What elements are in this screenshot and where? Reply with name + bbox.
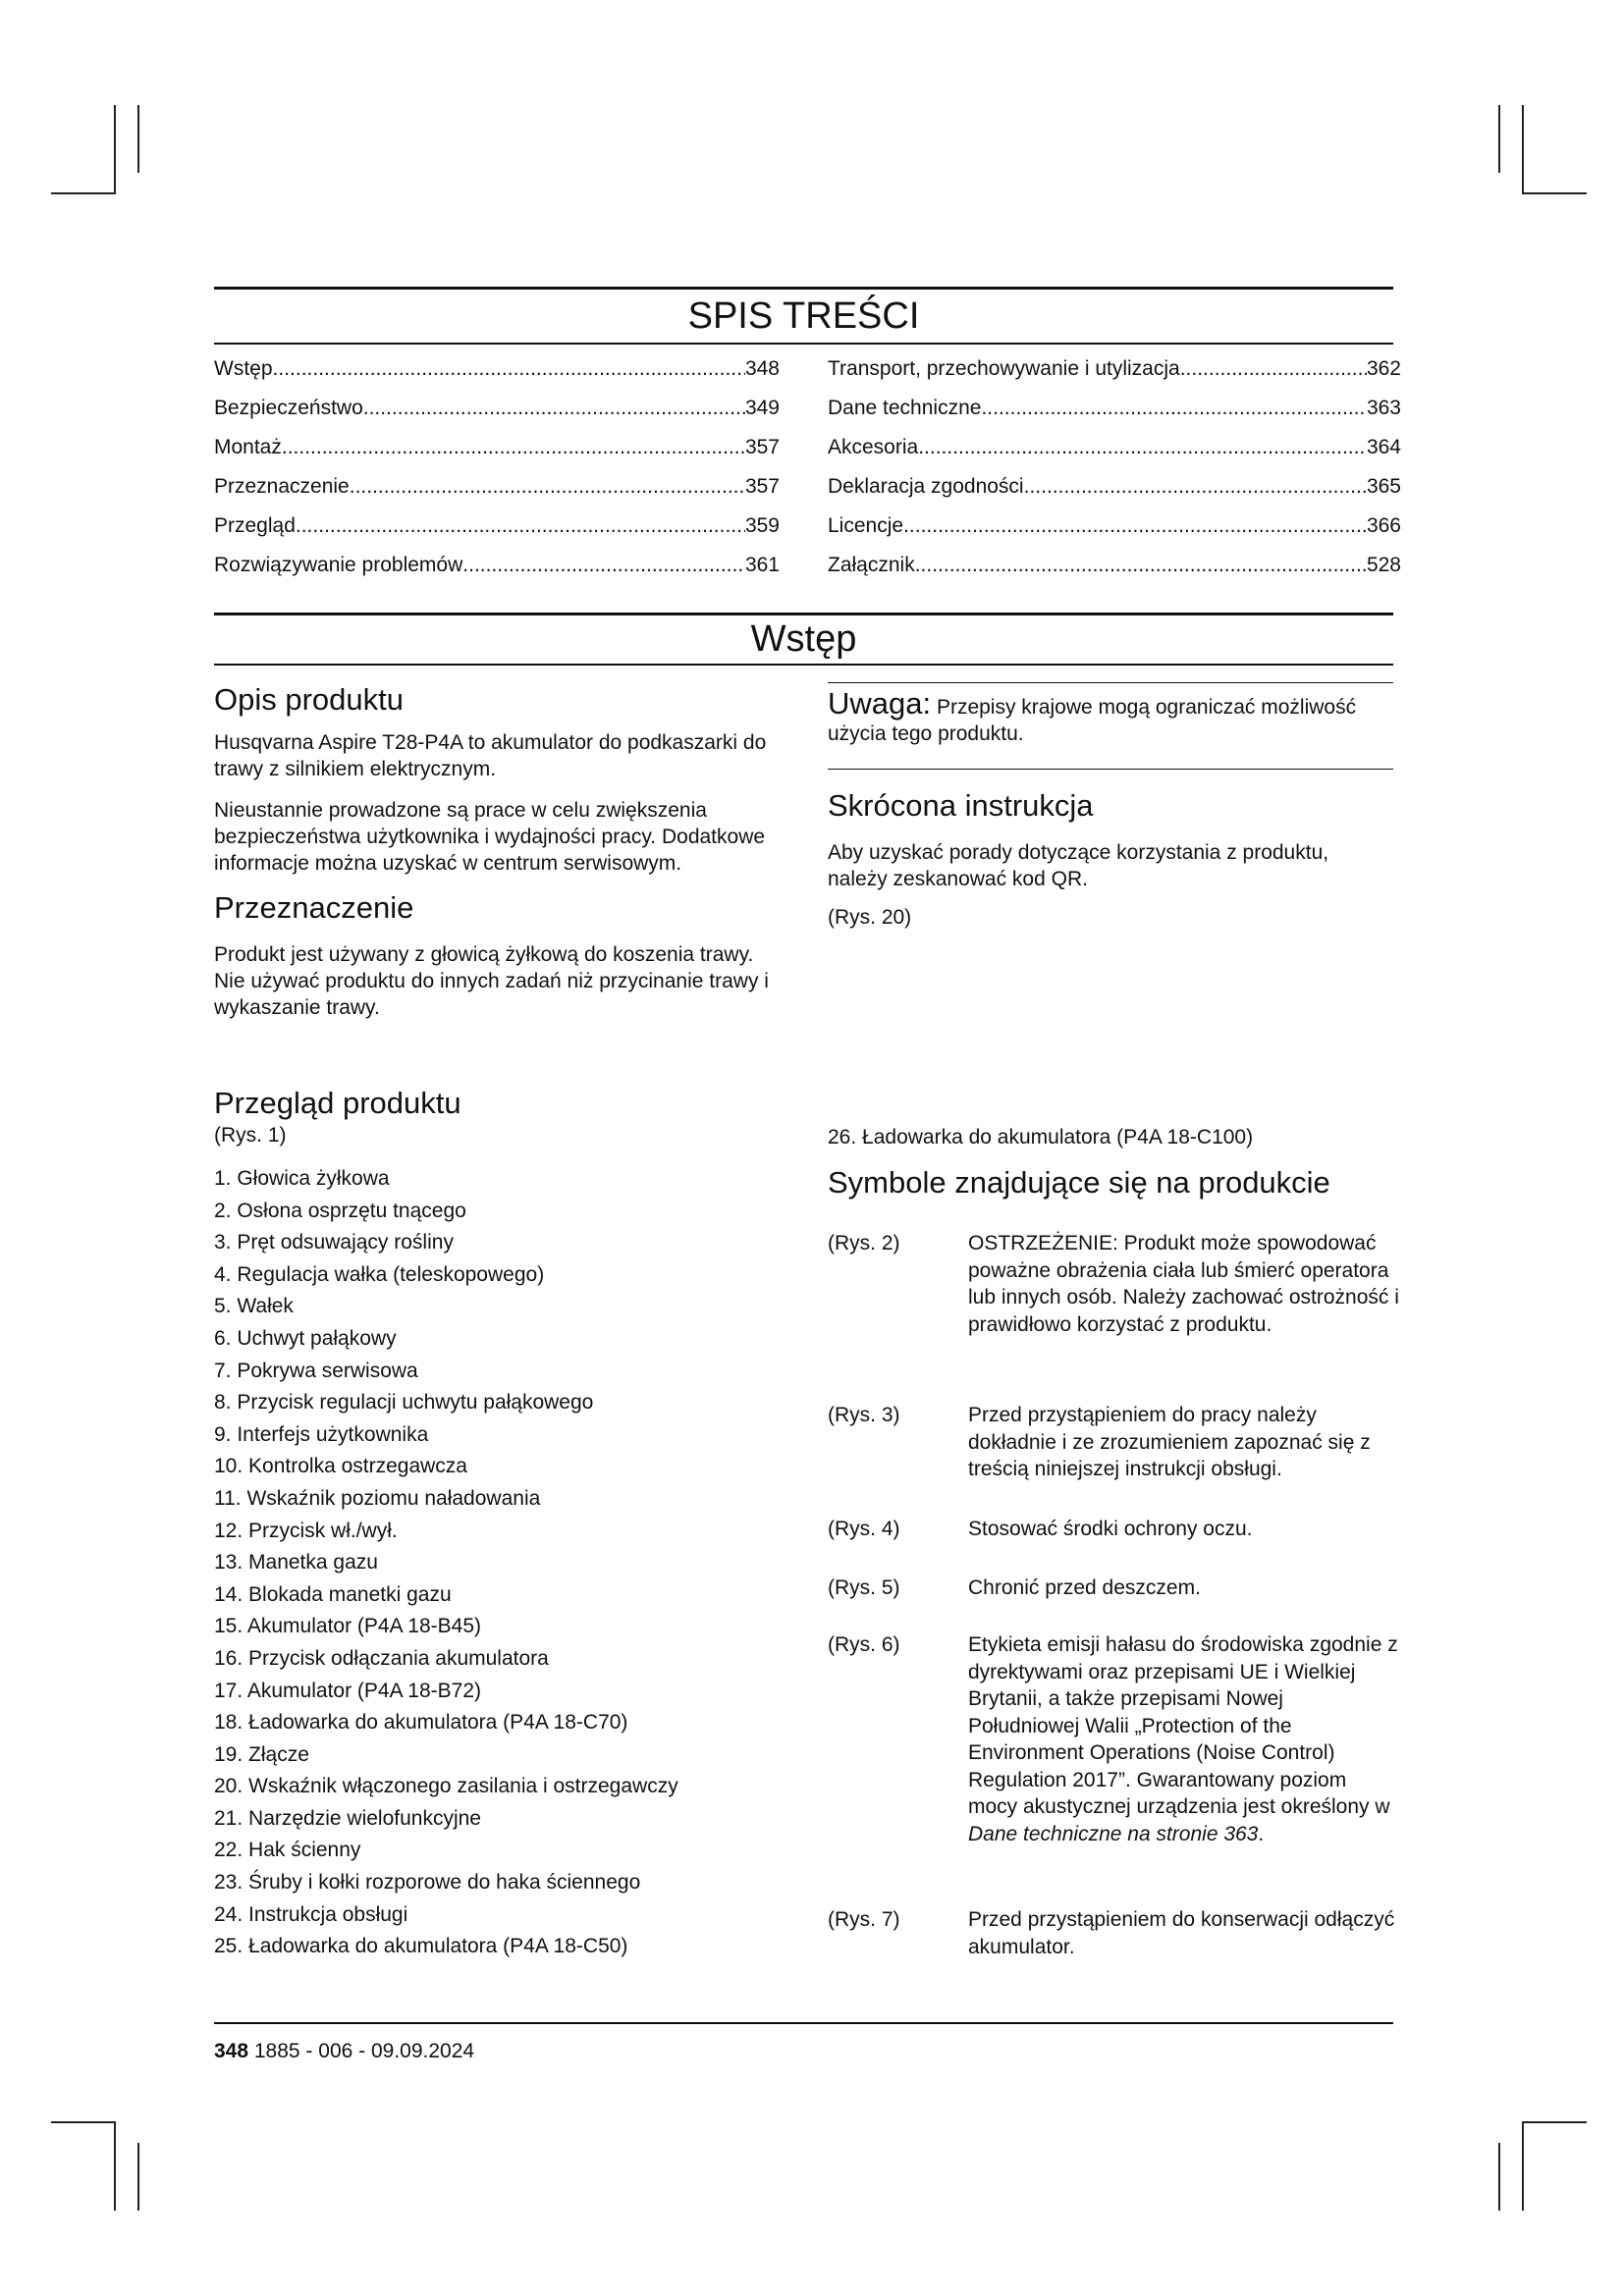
crop-mark-tr-v1 (1498, 105, 1500, 173)
toc-leader-dots (350, 467, 745, 507)
overview-list-item: 24. Instrukcja obsługi (214, 1902, 408, 1926)
toc-entry[interactable] (828, 389, 1401, 428)
toc-entry[interactable] (214, 428, 780, 467)
note-rule-bottom (828, 769, 1393, 770)
overview-list-item: 19. Złącze (214, 1742, 309, 1766)
toc-entry-page: 364 (1366, 436, 1401, 458)
overview-list-item: 7. Pokrywa serwisowa (214, 1359, 418, 1382)
toc-entry-label: Montaż (214, 436, 282, 458)
overview-header (214, 1086, 780, 1148)
overview-ref: (Rys. 1) (214, 1124, 287, 1147)
quick-guide-heading: Skrócona instrukcja (828, 788, 1094, 823)
toc-entry[interactable] (214, 349, 780, 389)
crop-mark-tl-h (51, 192, 116, 194)
crop-mark-br-v1 (1498, 2143, 1500, 2211)
toc-entry[interactable] (214, 467, 780, 507)
toc-entry-label: Transport, przechowywanie i utylizacja (828, 357, 1180, 380)
toc-entry-page: 348 (744, 357, 780, 380)
overview-item-26: 26. Ładowarka do akumulatora (P4A 18-C100) (828, 1126, 1254, 1148)
symbol-ref: (Rys. 7) (828, 1908, 900, 1931)
toc-entry[interactable] (828, 507, 1401, 546)
overview-list-item: 4. Regulacja wałka (teleskopowego) (214, 1262, 545, 1286)
overview-list-item: 6. Uchwyt pałąkowy (214, 1326, 397, 1350)
crop-mark-tl-v2 (137, 105, 139, 173)
toc-rule-bottom (214, 343, 1393, 345)
intro-title: Wstęp (750, 618, 857, 660)
toc-entry-page: 357 (744, 436, 780, 458)
overview-list-item: 16. Przycisk odłączania akumulatora (214, 1646, 549, 1670)
toc-entry-page: 349 (744, 397, 780, 419)
toc-entry-label: Licencje (828, 514, 904, 537)
symbol-ref: (Rys. 5) (828, 1576, 900, 1599)
crop-mark-br-v2 (1522, 2121, 1524, 2211)
intended-use-heading: Przeznaczenie (214, 890, 414, 925)
overview-list-item: 17. Akumulator (P4A 18-B72) (214, 1679, 481, 1702)
symbols-header (828, 1165, 1393, 1201)
page-footer (214, 2040, 474, 2063)
toc-leader-dots (1024, 467, 1367, 507)
toc-leader-dots (915, 546, 1367, 585)
toc-entry-label: Bezpieczeństwo (214, 397, 363, 419)
toc-leader-dots (296, 507, 745, 546)
toc-entry-page: 363 (1366, 397, 1401, 419)
toc-entry[interactable] (214, 507, 780, 546)
toc-leader-dots (1180, 349, 1367, 389)
toc-leader-dots (903, 507, 1367, 546)
toc-entry[interactable] (214, 389, 780, 428)
quick-guide-ref: (Rys. 20) (828, 906, 912, 929)
toc-entry[interactable] (214, 546, 780, 585)
symbol-ref: (Rys. 4) (828, 1518, 900, 1540)
toc-right-column (828, 349, 1401, 585)
toc-entry-page: 362 (1366, 357, 1401, 380)
overview-list-item: 15. Akumulator (P4A 18-B45) (214, 1615, 481, 1638)
overview-list-item: 5. Wałek (214, 1295, 294, 1318)
overview-list-item: 20. Wskaźnik włączonego zasilania i ostrzegawczy (214, 1775, 678, 1798)
overview-list-item: 10. Kontrolka ostrzegawcza (214, 1455, 467, 1478)
quick-guide-p1: Aby uzyskać porady dotyczące korzystania z produktu, należy zeskanować kod QR. (828, 841, 1329, 890)
toc-entry-page: 528 (1366, 554, 1401, 576)
symbol-text-tail: . (1258, 1822, 1265, 1845)
crop-mark-br-h (1522, 2121, 1587, 2123)
toc-entry-label: Przegląd (214, 514, 296, 537)
crop-mark-tl-v1 (114, 105, 116, 194)
product-description-p2: Nieustannie prowadzone są prace w celu zwiększenia bezpieczeństwa użytkownika i wydajności pracy. Dodatkowe informacje można uzyskać w centrum serwisowym. (214, 799, 766, 875)
intro-rule-bottom (214, 664, 1393, 666)
overview-list-item: 14. Blokada manetki gazu (214, 1582, 452, 1606)
overview-list-item: 3. Pręt odsuwający rośliny (214, 1231, 454, 1255)
overview-list (214, 1163, 803, 1963)
toc-entry[interactable] (828, 349, 1401, 389)
symbol-text: Stosować środki ochrony oczu. (968, 1518, 1253, 1540)
toc-entry-label: Wstęp (214, 357, 273, 380)
overview-list-item: 18. Ładowarka do akumulatora (P4A 18-C70) (214, 1711, 628, 1735)
overview-list-item: 2. Osłona osprzętu tnącego (214, 1199, 466, 1222)
symbol-text: OSTRZEŻENIE: Produkt może spowodować poważne obrażenia ciała lub śmierć operatora lub innych osób. Należy zachować ostrożność i prawidłowo korzystać z produktu. (968, 1232, 1399, 1336)
tech-data-link[interactable]: Dane techniczne na stronie 363 (968, 1822, 1259, 1845)
toc-entry-page: 357 (744, 475, 780, 498)
toc-entry-page: 361 (744, 554, 780, 576)
overview-list-item: 13. Manetka gazu (214, 1551, 378, 1575)
product-description-heading: Opis produktu (214, 682, 404, 717)
toc-entry-label: Rozwiązywanie problemów (214, 554, 463, 576)
toc-leader-dots (918, 428, 1367, 467)
overview-list-item: 22. Hak ścienny (214, 1839, 361, 1862)
page-number: 348 (214, 2040, 249, 2062)
symbol-text: Etykieta emisji hałasu do środowiska zgodnie z dyrektywami oraz przepisami UE i Wielkiej Brytanii, a także przepisami Nowej Południowej Walii „Protection of the Environment Operations (Noise Control) Regulation 2017”. Gwarantowany poziom mocy akustycznej urządzenia jest określony w (968, 1633, 1398, 1818)
overview-list-item: 9. Interfejs użytkownika (214, 1422, 429, 1446)
toc-title: SPIS TREŚCI (687, 295, 920, 337)
toc-entry[interactable] (828, 546, 1401, 585)
toc-leader-dots (462, 546, 745, 585)
toc-entry-page: 359 (744, 514, 780, 537)
symbol-ref: (Rys. 6) (828, 1633, 900, 1656)
note-paragraph (828, 686, 1393, 747)
symbol-text-block (968, 1631, 1400, 1847)
crop-mark-tr-h (1522, 192, 1587, 194)
overview-list-item: 8. Przycisk regulacji uchwytu pałąkowego (214, 1391, 594, 1415)
quick-guide-block (828, 788, 1393, 931)
toc-leader-dots (273, 349, 745, 389)
overview-list-item: 25. Ładowarka do akumulatora (P4A 18-C50) (214, 1935, 628, 1958)
toc-leader-dots (282, 428, 745, 467)
toc-entry[interactable] (828, 467, 1401, 507)
toc-entry-label: Akcesoria (828, 436, 919, 458)
overview-list-item: 21. Narzędzie wielofunkcyjne (214, 1806, 481, 1830)
intro-left-column (214, 682, 780, 1021)
doc-id: 1885 - 006 - 09.09.2024 (248, 2040, 475, 2062)
intro-rule-top (214, 613, 1393, 615)
intended-use-p1: Produkt jest używany z głowicą żyłkową do koszenia trawy. Nie używać produktu do innych zadań niż przycinanie trawy i wykaszanie trawy. (214, 943, 769, 1019)
symbols-heading: Symbole znajdujące się na produkcie (828, 1165, 1330, 1200)
toc-entry-label: Deklaracja zgodności (828, 475, 1024, 498)
overview-list-item: 12. Przycisk wł./wył. (214, 1519, 398, 1542)
note-label: Uwaga: (828, 686, 932, 721)
overview-list-item: 11. Wskaźnik poziomu naładowania (214, 1486, 541, 1510)
toc-entry-label: Załącznik (828, 554, 915, 576)
symbol-text: Przed przystąpieniem do pracy należy dokładnie i ze zrozumieniem zapoznać się z treścią niniejszej instrukcji obsługi. (968, 1404, 1371, 1480)
toc-entry[interactable] (828, 428, 1401, 467)
symbol-text: Chronić przed deszczem. (968, 1576, 1201, 1599)
toc-rule-top (214, 287, 1393, 290)
overview-list-item: 23. Śruby i kołki rozporowe do haka ściennego (214, 1871, 641, 1895)
symbol-ref: (Rys. 2) (828, 1232, 900, 1255)
crop-mark-bl-v2 (137, 2143, 139, 2211)
toc-leader-dots (981, 389, 1367, 428)
crop-mark-bl-h (51, 2121, 116, 2123)
footer-rule (214, 2022, 1393, 2024)
product-description-p1: Husqvarna Aspire T28-P4A to akumulator do podkaszarki do trawy z silnikiem elektrycznym. (214, 731, 767, 780)
toc-entry-label: Przeznaczenie (214, 475, 350, 498)
overview-list-item: 1. Głowica żyłkowa (214, 1167, 390, 1190)
symbol-ref: (Rys. 3) (828, 1404, 900, 1426)
symbol-text: Przed przystąpieniem do konserwacji odłączyć akumulator. (968, 1908, 1395, 1958)
toc-entry-page: 365 (1366, 475, 1401, 498)
toc-entry-page: 366 (1366, 514, 1401, 537)
note-block (828, 686, 1393, 747)
toc-left-column (214, 349, 780, 585)
crop-mark-tr-v2 (1522, 105, 1524, 194)
overview-heading: Przegląd produktu (214, 1086, 461, 1120)
toc-entry-label: Dane techniczne (828, 397, 982, 419)
note-text: Przepisy krajowe mogą ograniczać możliwość użycia tego produktu. (828, 696, 1357, 745)
crop-mark-bl-v1 (114, 2121, 116, 2211)
note-rule-top (828, 682, 1393, 683)
toc-leader-dots (363, 389, 745, 428)
